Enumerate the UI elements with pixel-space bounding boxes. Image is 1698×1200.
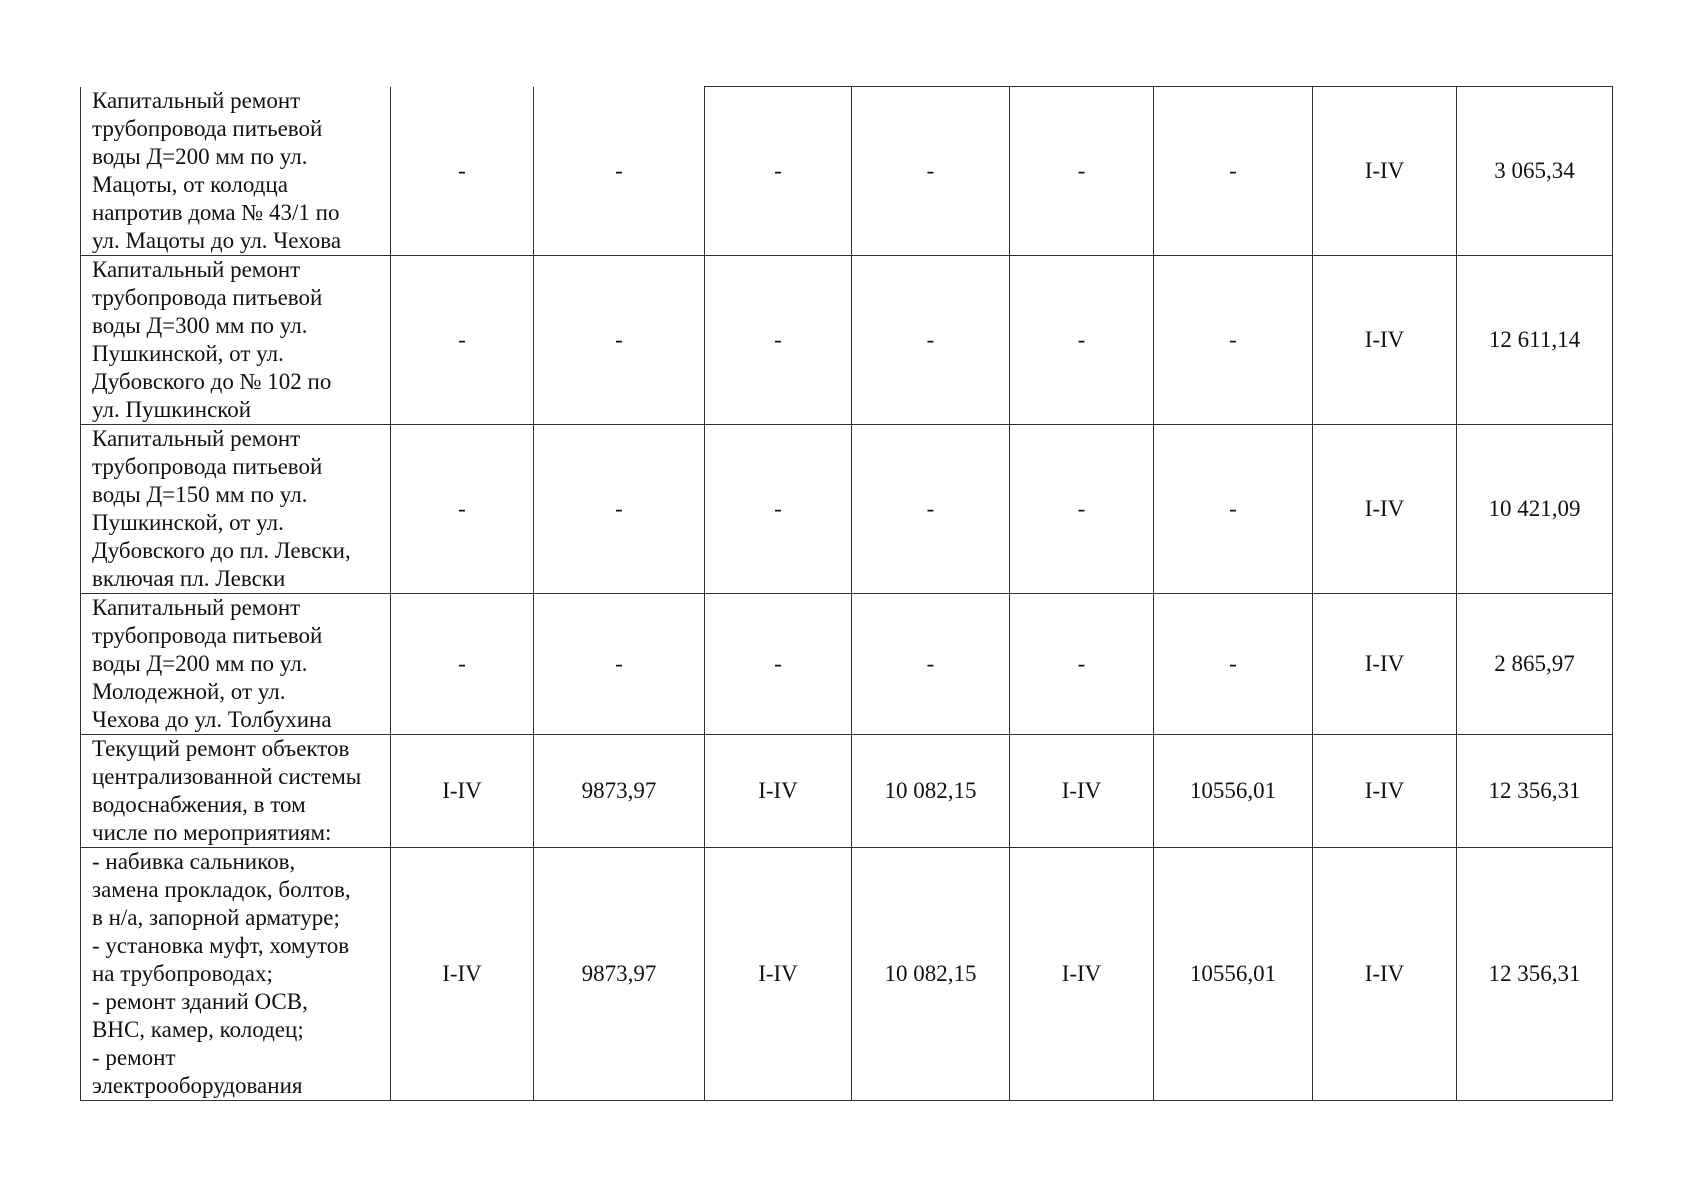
period-cell: I-IV	[1313, 425, 1457, 594]
table-row	[81, 594, 1613, 735]
period-cell: -	[391, 425, 534, 594]
period-cell: -	[1010, 256, 1154, 425]
amount-cell: 10556,01	[1154, 735, 1313, 848]
period-cell: -	[391, 256, 534, 425]
amount-cell: -	[852, 87, 1010, 256]
period-cell: -	[705, 425, 852, 594]
table-row	[81, 735, 1613, 848]
works-table	[80, 86, 1613, 1101]
amount-cell: 9873,97	[534, 735, 705, 848]
table-row	[81, 87, 1613, 256]
table-row	[81, 256, 1613, 425]
amount-cell: -	[852, 256, 1010, 425]
amount-cell: 10 421,09	[1457, 425, 1613, 594]
amount-cell: 3 065,34	[1457, 87, 1613, 256]
amount-cell: 12 356,31	[1457, 848, 1613, 1101]
amount-cell: -	[1154, 425, 1313, 594]
period-cell: I-IV	[1313, 256, 1457, 425]
amount-cell: 10 082,15	[852, 848, 1010, 1101]
period-cell: -	[1010, 594, 1154, 735]
table-row	[81, 848, 1613, 1101]
amount-cell: 12 611,14	[1457, 256, 1613, 425]
period-cell: -	[705, 87, 852, 256]
period-cell: I-IV	[1010, 735, 1154, 848]
amount-cell: -	[1154, 256, 1313, 425]
period-cell: -	[705, 256, 852, 425]
amount-cell: 12 356,31	[1457, 735, 1613, 848]
period-cell: -	[391, 87, 534, 256]
period-cell: -	[391, 594, 534, 735]
amount-cell: -	[1154, 594, 1313, 735]
period-cell: I-IV	[1313, 87, 1457, 256]
work-description: Капитальный ремонт трубопровода питьевой воды Д=200 мм по ул. Мацоты, от колодца напротив дома № 43/1 по ул. Мацоты до ул. Чехова	[81, 87, 391, 256]
period-cell: -	[705, 594, 852, 735]
amount-cell: 2 865,97	[1457, 594, 1613, 735]
period-cell: -	[1010, 425, 1154, 594]
amount-cell: -	[534, 87, 705, 256]
work-description: Текущий ремонт объектов централизованной системы водоснабжения, в том числе по мероприятиям:	[81, 735, 391, 848]
amount-cell: 9873,97	[534, 848, 705, 1101]
work-description: Капитальный ремонт трубопровода питьевой воды Д=150 мм по ул. Пушкинской, от ул. Дубовского до пл. Левски, включая пл. Левски	[81, 425, 391, 594]
period-cell: I-IV	[391, 735, 534, 848]
work-description: Капитальный ремонт трубопровода питьевой воды Д=200 мм по ул. Молодежной, от ул. Чехова до ул. Толбухина	[81, 594, 391, 735]
amount-cell: -	[852, 425, 1010, 594]
period-cell: I-IV	[1313, 735, 1457, 848]
work-description: - набивка сальников, замена прокладок, болтов, в н/а, запорной арматуре; - установка муфт, хомутов на трубопроводах; - ремонт зданий ОСВ, ВНС, камер, колодец; - ремонт электрооборудования	[81, 848, 391, 1101]
amount-cell: -	[852, 594, 1010, 735]
period-cell: I-IV	[705, 848, 852, 1101]
period-cell: I-IV	[705, 735, 852, 848]
amount-cell: 10 082,15	[852, 735, 1010, 848]
period-cell: I-IV	[391, 848, 534, 1101]
period-cell: I-IV	[1313, 594, 1457, 735]
amount-cell: -	[1154, 87, 1313, 256]
amount-cell: -	[534, 594, 705, 735]
period-cell: I-IV	[1313, 848, 1457, 1101]
period-cell: -	[1010, 87, 1154, 256]
amount-cell: 10556,01	[1154, 848, 1313, 1101]
amount-cell: -	[534, 256, 705, 425]
table-body	[81, 87, 1613, 1101]
table-row	[81, 425, 1613, 594]
amount-cell: -	[534, 425, 705, 594]
work-description: Капитальный ремонт трубопровода питьевой воды Д=300 мм по ул. Пушкинской, от ул. Дубовского до № 102 по ул. Пушкинской	[81, 256, 391, 425]
period-cell: I-IV	[1010, 848, 1154, 1101]
